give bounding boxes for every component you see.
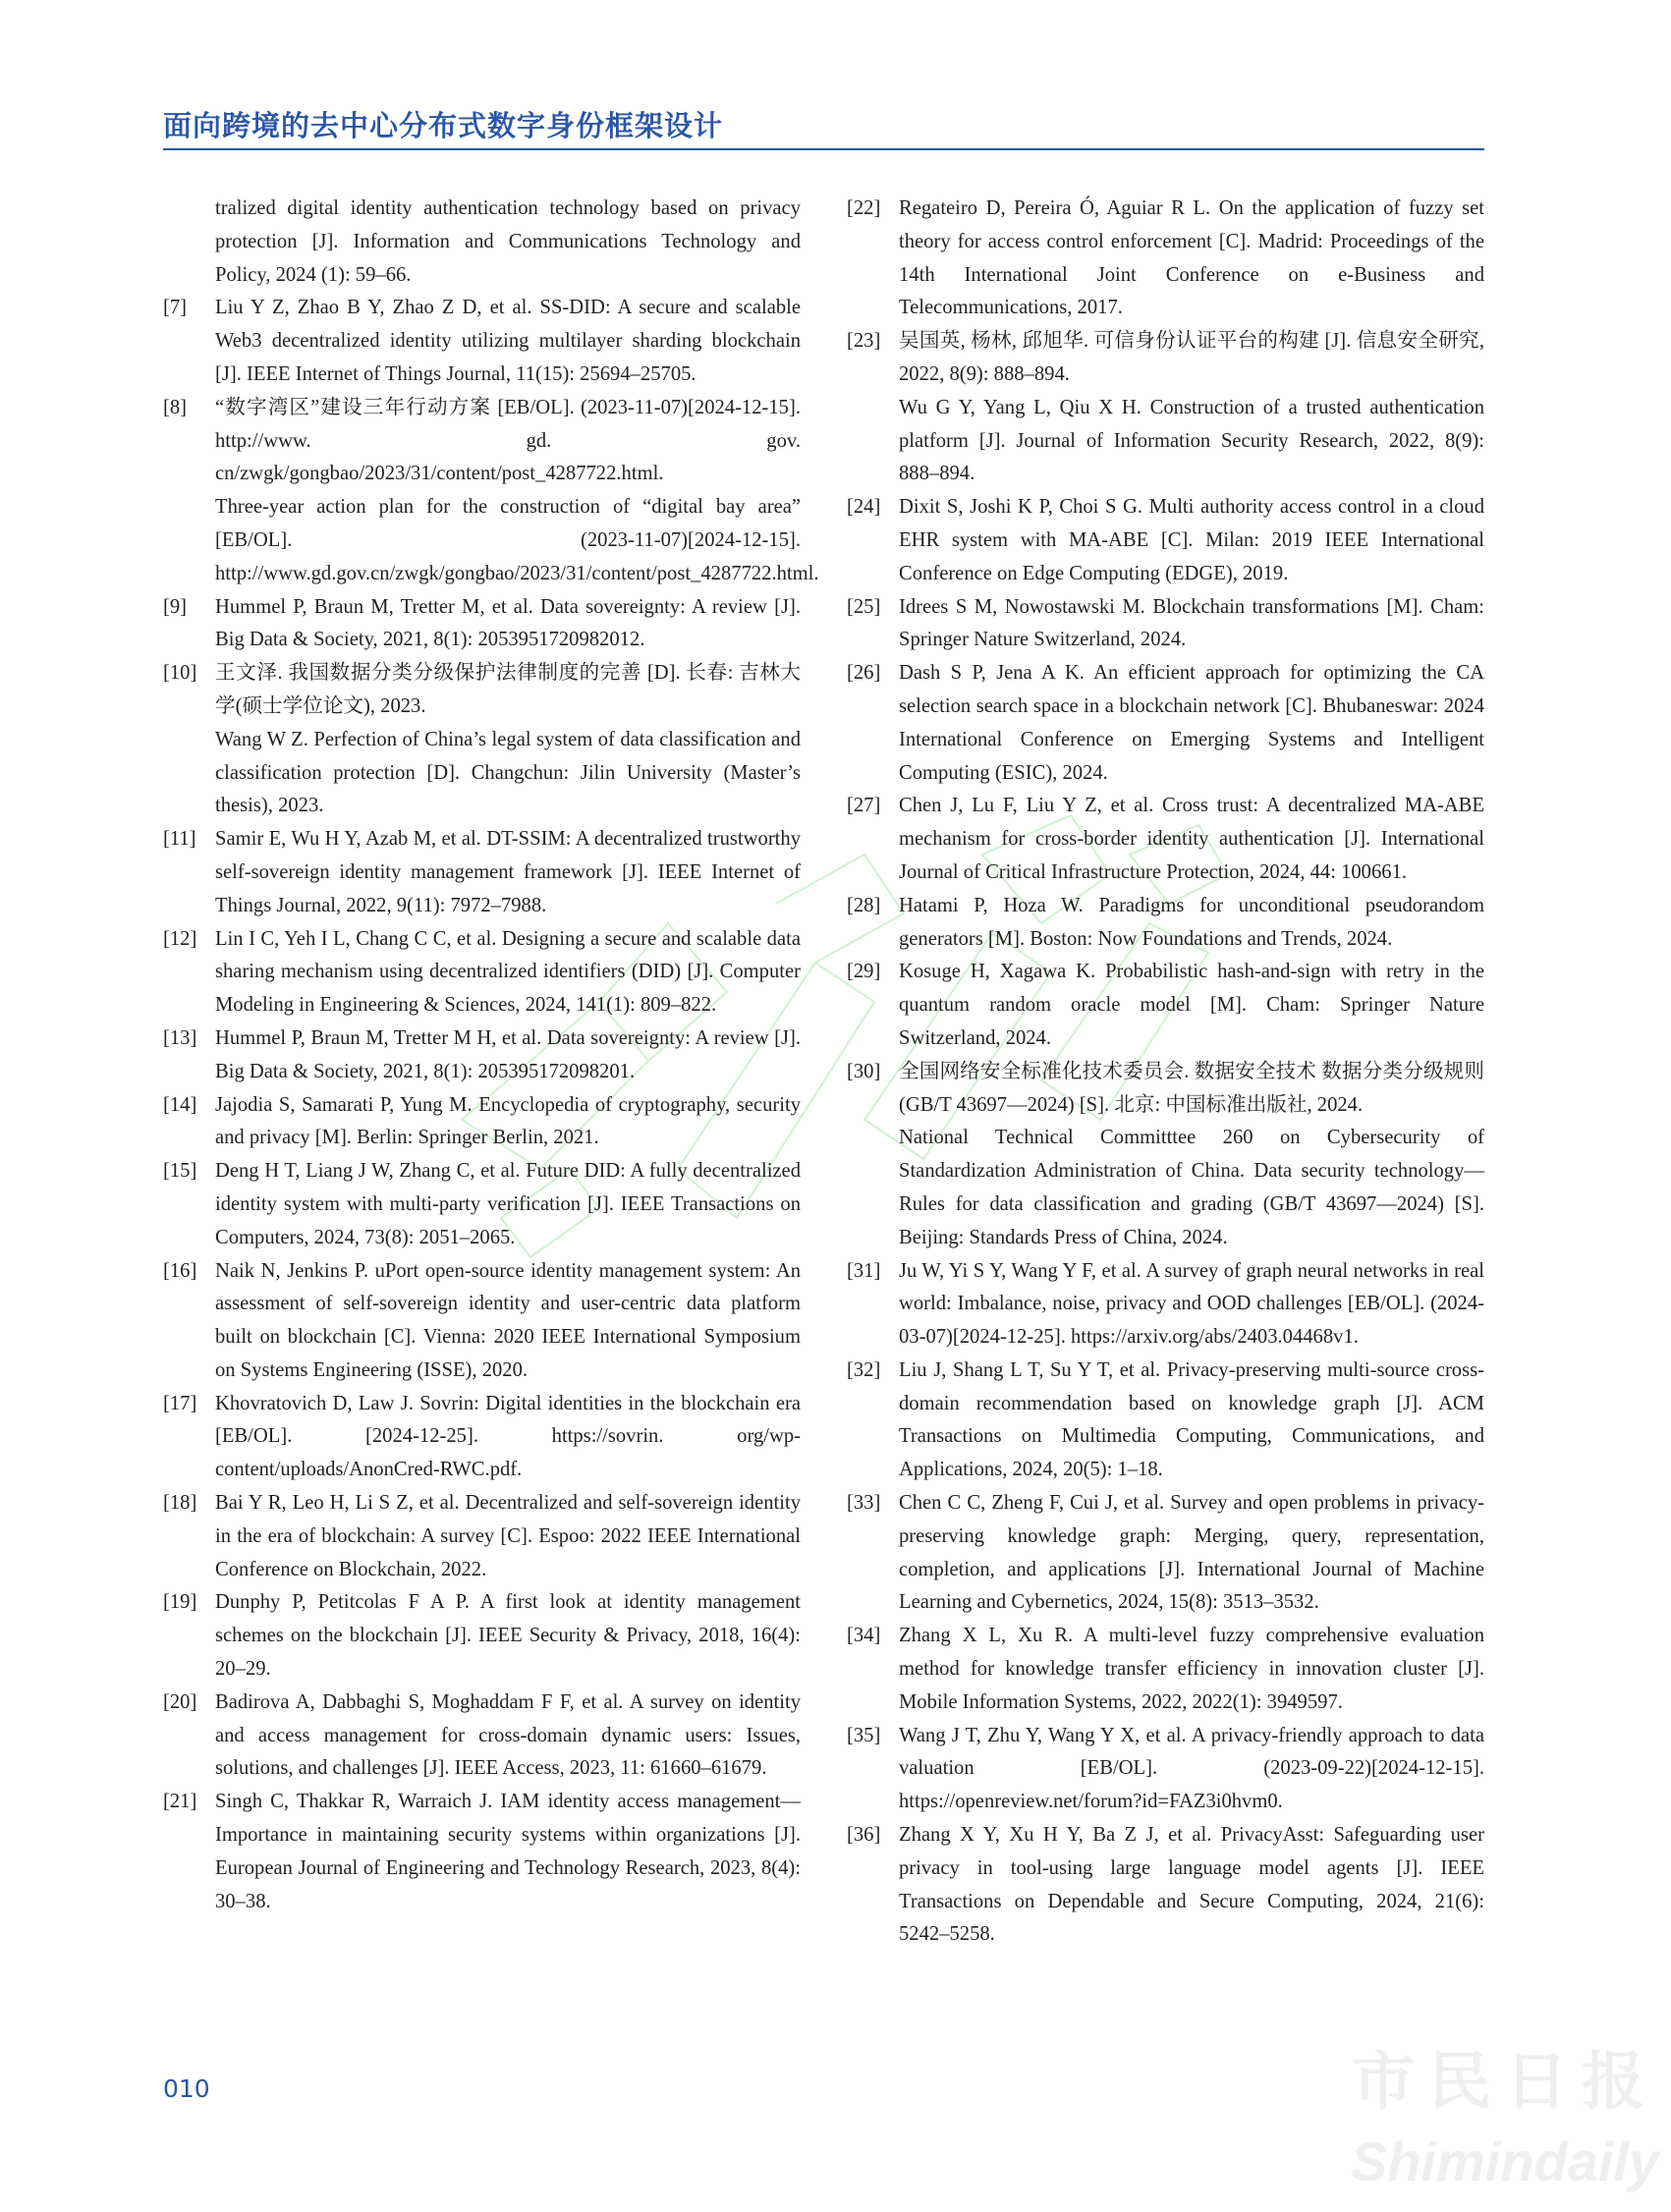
reference-number: [15] <box>163 1160 197 1183</box>
reference-number: [28] <box>847 894 881 916</box>
reference-entry <box>163 1586 801 1686</box>
reference-text: Regateiro D, Pereira Ó, Aguiar R L. On the application of fuzzy set theory for access control enforcement [C]. Madrid: Proceedings of the 14th International Joint Conference on e-Business and Telecommunications, 2017. <box>899 197 1484 319</box>
reference-text: Singh C, Thakkar R, Warraich J. IAM identity access management—Importance in maintaining security systems within organizations [J]. European Journal of Engineering and Technology Research, 2023, 8(4): 30–38. <box>215 1791 801 1912</box>
reference-entry <box>847 1819 1484 1952</box>
reference-number: [36] <box>847 1824 881 1847</box>
reference-text: Samir E, Wu H Y, Azab M, et al. DT-SSIM: A decentralized trustworthy self-sovereign identity management framework [J]. IEEE Internet of Things Journal, 2022, 9(11): 7972–7988. <box>215 828 801 916</box>
reference-number: [7] <box>163 297 188 319</box>
reference-entry <box>163 823 801 922</box>
reference-text: Hatami P, Hoza W. Paradigms for unconditional pseudorandom generators [M]. Boston: Now Foundations and Trends, 2024. <box>899 894 1484 950</box>
reference-translation: National Technical Committtee 260 on Cybersecurity of Standardization Administration of China. Data security technology—Rules for data classification and grading (GB/T 43697—2024) [S]. Beijing: Standards Press of China, 2024. <box>899 1127 1484 1248</box>
reference-text: Hummel P, Braun M, Tretter M, et al. Data sovereignty: A review [J]. Big Data & Society, 2021, 8(1): 2053951720982012. <box>215 595 801 651</box>
reference-translation: Wu G Y, Yang L, Qiu X H. Construction of a trusted authentication platform [J]. Journal of Information Security Research, 2022, 8(9): 888–894. <box>899 396 1484 485</box>
reference-text: Lin I C, Yeh I L, Chang C C, et al. Designing a secure and scalable data sharing mechanism using decentralized identifiers (DID) [J]. Computer Modeling in Engineering & Sciences, 2024, 141(1): 809–822. <box>215 927 801 1017</box>
references-right-column <box>847 193 1484 1952</box>
reference-text: Deng H T, Liang J W, Zhang C, et al. Future DID: A fully decentralized identity system with multi-party verification [J]. IEEE Transactions on Computers, 2024, 73(8): 2051–2065. <box>215 1160 801 1248</box>
reference-number: [24] <box>847 496 881 519</box>
reference-text: Zhang X Y, Xu H Y, Ba Z J, et al. PrivacyAsst: Safeguarding user privacy in tool-using large language model agents [J]. IEEE Transactions on Dependable and Secure Computing, 2024, 21(6): 5242–5258. <box>899 1824 1484 1946</box>
reference-entry <box>847 790 1484 889</box>
reference-entry <box>163 1786 801 1918</box>
reference-text: Ju W, Yi S Y, Wang Y F, et al. A survey of graph neural networks in real world: Imbalance, noise, privacy and OOD challenges [EB/OL]. (2024-03-07)[2024-12-25]. https://arxiv.org/abs/2403.04468v1. <box>899 1259 1484 1349</box>
reference-number: [27] <box>847 795 881 817</box>
reference-number: [20] <box>163 1690 197 1713</box>
reference-text: Idrees S M, Nowostawski M. Blockchain transformations [M]. Cham: Springer Nature Switzerland, 2024. <box>899 595 1484 651</box>
reference-entry <box>847 1355 1484 1487</box>
reference-number: [14] <box>163 1093 197 1116</box>
reference-number: [32] <box>847 1358 881 1381</box>
reference-entry <box>163 1388 801 1487</box>
reference-number: [30] <box>847 1060 881 1082</box>
reference-entry <box>163 1255 801 1388</box>
reference-text: Jajodia S, Samarati P, Yung M. Encyclopedia of cryptography, security and privacy [M]. Berlin: Springer Berlin, 2021. <box>215 1093 801 1149</box>
reference-number: [31] <box>847 1259 881 1282</box>
reference-entry <box>847 491 1484 590</box>
reference-number: [34] <box>847 1625 881 1647</box>
reference-number: [19] <box>163 1591 197 1614</box>
reference-entry <box>847 591 1484 658</box>
reference-entry-continued <box>163 193 801 292</box>
reference-text: Bai Y R, Leo H, Li S Z, et al. Decentralized and self-sovereign identity in the era of blockchain: A survey [C]. Espoo: 2022 IEEE International Conference on Blockchain, 2022. <box>215 1492 801 1580</box>
reference-entry <box>847 1720 1484 1819</box>
reference-text: Chen C C, Zheng F, Cui J, et al. Survey and open problems in privacy-preserving knowledge graph: Merging, query, representation, completion, and applications [J]. International Journal of Machine Learning and Cybernetics, 2024, 15(8): 3513–3532. <box>899 1492 1484 1614</box>
reference-translation: Wang W Z. Perfection of China’s legal system of data classification and classification protection [D]. Changchun: Jilin University (Master’s thesis), 2023. <box>215 728 801 817</box>
reference-entry <box>847 1620 1484 1719</box>
reference-entry <box>847 325 1484 491</box>
reference-entry <box>163 591 801 658</box>
reference-text: Zhang X L, Xu R. A multi-level fuzzy comprehensive evaluation method for knowledge transfer efficiency in innovation cluster [J]. Mobile Information Systems, 2022, 2022(1): 3949597. <box>899 1625 1484 1713</box>
reference-entry <box>163 1487 801 1586</box>
reference-text: Wang J T, Zhu Y, Wang Y X, et al. A privacy-friendly approach to data valuation [EB/OL]. (2023-09-22)[2024-12-15]. https://openreview.net/forum?id=FAZ3i0hvm0. <box>899 1724 1484 1813</box>
reference-entry <box>163 923 801 1023</box>
reference-entry <box>847 890 1484 957</box>
reference-text: Liu Y Z, Zhao B Y, Zhao Z D, et al. SS-DID: A secure and scalable Web3 decentralized identity utilizing multilayer sharding blockchain [J]. IEEE Internet of Things Journal, 11(15): 25694–25705. <box>215 297 801 385</box>
reference-entry <box>847 1056 1484 1255</box>
reference-text: 王文泽. 我国数据分类分级保护法律制度的完善 [D]. 长春: 吉林大学(硕士学位论文), 2023. <box>215 662 801 717</box>
reference-text: Kosuge H, Xagawa K. Probabilistic hash-and-sign with retry in the quantum random oracle model [M]. Cham: Springer Nature Switzerland, 2024. <box>899 961 1484 1049</box>
reference-number: [22] <box>847 197 881 219</box>
references-left-column <box>163 193 819 1918</box>
brand-logo-english: Shimindaily <box>1350 2130 1660 2192</box>
reference-entry <box>847 657 1484 790</box>
reference-entry <box>163 392 819 591</box>
reference-entry <box>847 956 1484 1055</box>
page-number: 010 <box>163 2074 210 2103</box>
reference-entry <box>163 292 801 391</box>
reference-number: [29] <box>847 961 881 983</box>
reference-number: [11] <box>163 828 196 851</box>
reference-entry <box>847 1487 1484 1620</box>
reference-text: Chen J, Lu F, Liu Y Z, et al. Cross trust: A decentralized MA-ABE mechanism for cross-border identity authentication [J]. International Journal of Critical Infrastructure Protection, 2024, 44: 100661. <box>899 795 1484 883</box>
reference-number: [16] <box>163 1259 197 1282</box>
reference-number: [33] <box>847 1492 881 1515</box>
reference-number: [25] <box>847 595 881 618</box>
reference-number: [12] <box>163 927 197 950</box>
reference-text: Naik N, Jenkins P. uPort open-source identity management system: An assessment of self-sovereign identity and user-centric data platform built on blockchain [C]. Vienna: 2020 IEEE International Symposium on Systems Engineering (ISSE), 2020. <box>215 1259 801 1381</box>
reference-text: Dixit S, Joshi K P, Choi S G. Multi authority access control in a cloud EHR system with MA-ABE [C]. Milan: 2019 IEEE International Conference on Edge Computing (EDGE), 2019. <box>899 496 1484 584</box>
reference-number: [21] <box>163 1791 197 1813</box>
reference-entry <box>163 1155 801 1254</box>
reference-text: Dunphy P, Petitcolas F A P. A first look at identity management schemes on the blockchain [J]. IEEE Security & Privacy, 2018, 16(4): 20–29. <box>215 1591 801 1681</box>
reference-number: [10] <box>163 662 197 685</box>
reference-number: [35] <box>847 1724 881 1746</box>
reference-number: [23] <box>847 330 881 353</box>
reference-number: [9] <box>163 595 188 618</box>
reference-text: Badirova A, Dabbaghi S, Moghaddam F F, et al. A survey on identity and access management for cross-domain dynamic users: Issues, solutions, and challenges [J]. IEEE Access, 2023, 11: 61660–61679. <box>215 1690 801 1780</box>
reference-number: [26] <box>847 662 881 685</box>
reference-text: “数字湾区”建设三年行动方案 [EB/OL]. (2023-11-07)[2024-12-15]. http://www. gd. gov. cn/zwgk/gongbao/2023/31/content/post_4287722.html. <box>215 396 801 485</box>
reference-text: Khovratovich D, Law J. Sovrin: Digital identities in the blockchain era [EB/OL]. [2024-12-25]. https://sovrin. org/wp-content/uploads/AnonCred-RWC.pdf. <box>215 1392 801 1481</box>
reference-number: [18] <box>163 1492 197 1515</box>
reference-entry <box>847 193 1484 325</box>
reference-number: [8] <box>163 396 188 418</box>
reference-entry <box>163 1089 801 1156</box>
reference-text: tralized digital identity authentication technology based on privacy protection [J]. Information and Communications Technology and Policy, 2024 (1): 59–66. <box>215 197 801 286</box>
reference-entry <box>847 1255 1484 1355</box>
reference-text: 全国网络安全标准化技术委员会. 数据安全技术 数据分类分级规则(GB/T 43697—2024) [S]. 北京: 中国标准出版社, 2024. <box>899 1060 1484 1116</box>
reference-entry <box>163 1023 801 1089</box>
reference-text: 吴国英, 杨林, 邱旭华. 可信身份认证平台的构建 [J]. 信息安全研究, 2022, 8(9): 888–894. <box>899 330 1484 385</box>
brand-logo-chinese: 市民日报 <box>1352 2045 1658 2119</box>
reference-number: [13] <box>163 1026 197 1049</box>
reference-text: Liu J, Shang L T, Su Y T, et al. Privacy-preserving multi-source cross-domain recommendation based on knowledge graph [J]. ACM Transactions on Multimedia Computing, Communications, and Applications, 2024, 20(5): 1–18. <box>899 1358 1484 1481</box>
header-divider <box>163 148 1484 150</box>
reference-entry <box>163 657 801 823</box>
reference-text: Hummel P, Braun M, Tretter M H, et al. Data sovereignty: A review [J]. Big Data & Society, 2021, 8(1): 205395172098201. <box>215 1026 801 1082</box>
reference-text: Dash S P, Jena A K. An efficient approach for optimizing the CA selection search space in a blockchain network [C]. Bhubaneswar: 2024 International Conference on Emerging Systems and Intelligent Computing (ESIC), 2024. <box>899 662 1484 784</box>
page-header-title: 面向跨境的去中心分布式数字身份框架设计 <box>163 109 724 142</box>
reference-entry <box>163 1687 801 1786</box>
reference-number: [17] <box>163 1392 197 1414</box>
reference-translation: Three-year action plan for the construction of “digital bay area” [EB/OL]. (2023-11-07)[2024-12-15]. http://www.gd.gov.cn/zwgk/gongbao/2023/31/content/post_4287722.html. <box>215 496 819 584</box>
